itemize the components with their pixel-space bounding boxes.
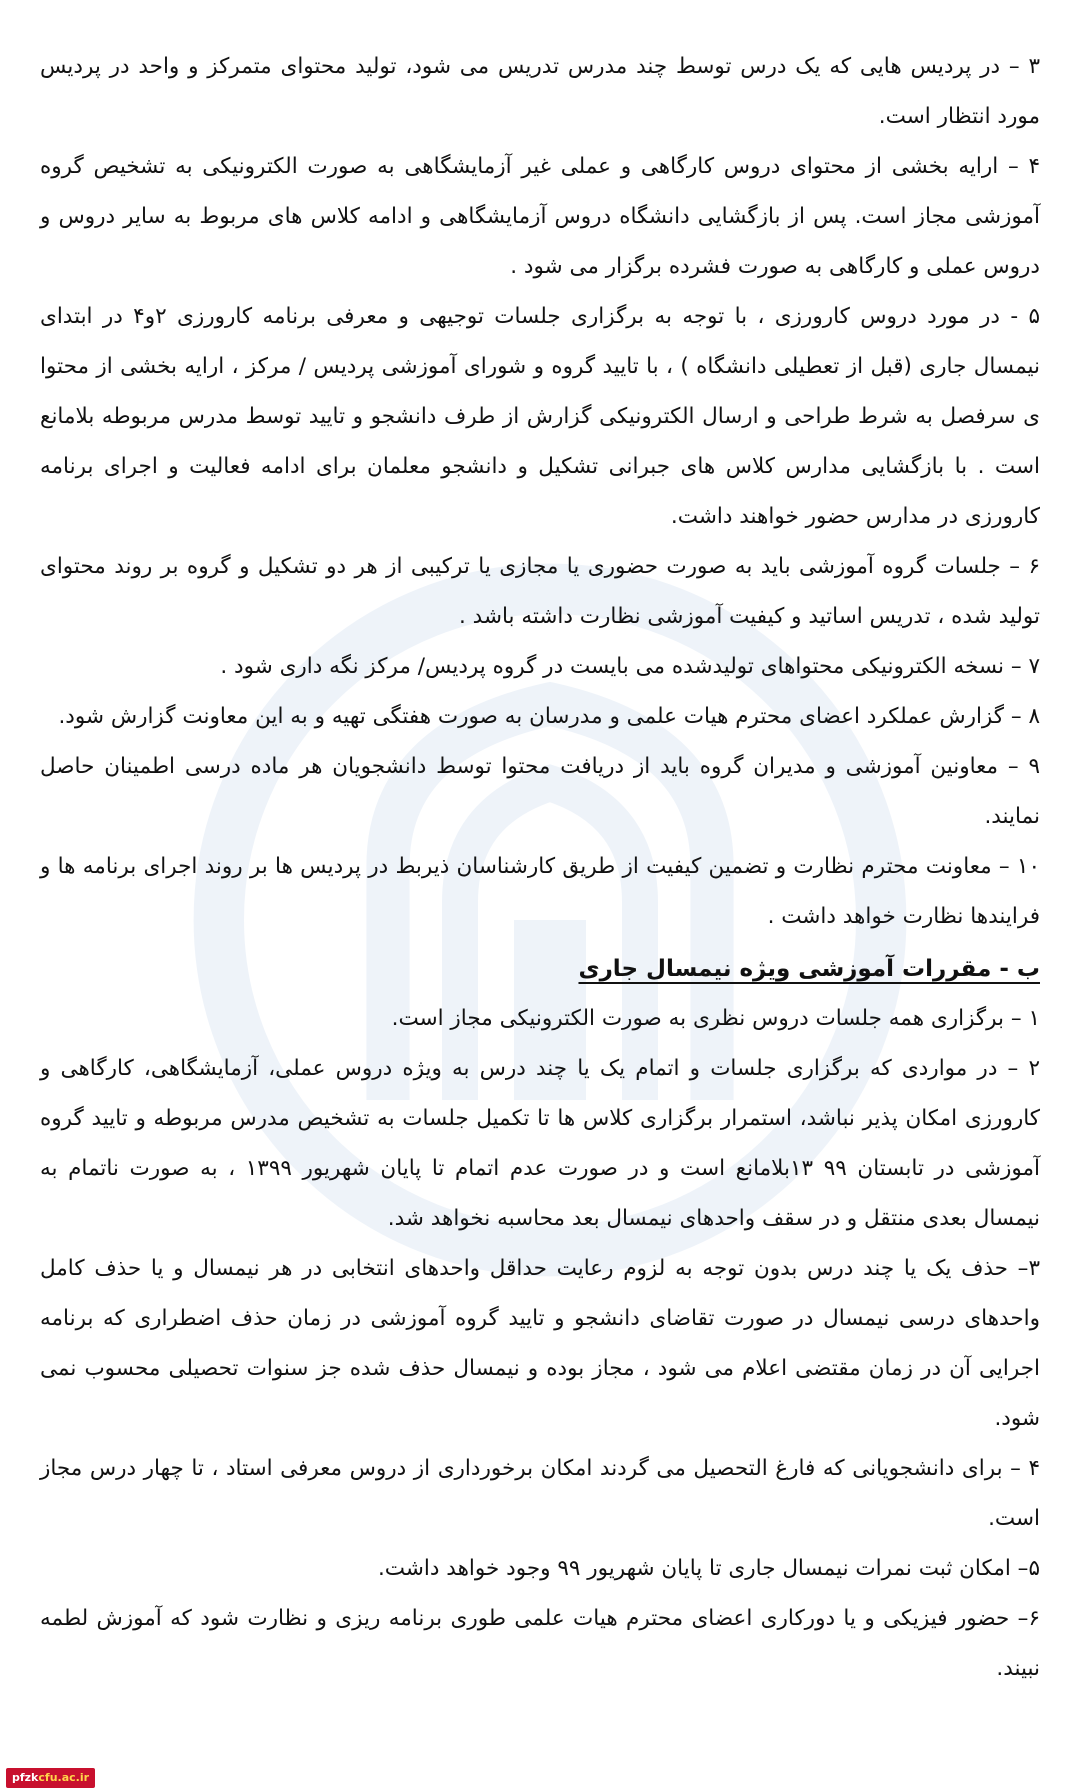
section-a-item-10: ۱۰ – معاونت محترم نظارت و تضمین کیفیت از طریق کارشناسان ذیربط در پردیس ها بر روند اجرای برنامه ها و فرایندها نظارت خواهد داشت . — [40, 854, 1040, 929]
section-a-item-5: ۵ - در مورد دروس کارورزی ، با توجه به برگزاری جلسات توجیهی و معرفی برنامه کارورزی ۲و۴ در ابتدای نیمسال جاری (قبل از تعطیلی دانشگاه ) ، با تایید گروه و شورای آموزشی پردیس / مرکز ، ارایه بخشی از محتوا ی سرفصل به شرط طراحی و ارسال الکترونیکی گزارش از طرف دانشجو و تایید توسط مدرس مربوطه بلامانع است . با بازگشایی مدارس کلاس های جبرانی تشکیل و دانشجو معلمان برای ادامه فعالیت و اجرای برنامه کارورزی در مدارس حضور خواهند داشت. — [40, 304, 1040, 529]
document-body — [40, 42, 1040, 1694]
site-logo-main: pfzk — [12, 1771, 39, 1784]
section-b-item-2: ۲ – در مواردی که برگزاری جلسات و اتمام یک یا چند درس به ویژه دروس عملی، آزمایشگاهی، کارگاهی و کارورزی امکان پذیر نباشد، استمرار برگزاری کلاس ها تا تکمیل جلسات به تشخیص مدرس مربوطه و تایید گروه آموزشی در تابستان ۹۹ ۱۳بلامانع است و در صورت عدم اتمام تا پایان شهریور ۱۳۹۹ ، به صورت ناتمام به نیمسال بعدی منتقل و در سقف واحدهای نیمسال بعد محاسبه نخواهد شد. — [40, 1056, 1040, 1231]
section-b-heading: ب - مقررات آموزشی ویژه نیمسال جاری — [578, 956, 1040, 982]
section-b-item-4: ۴ – برای دانشجویانی که فارغ التحصیل می گردند امکان برخورداری از دروس معرفی استاد ، تا چهار درس مجاز است. — [40, 1456, 1040, 1531]
section-a-item-6: ۶ – جلسات گروه آموزشی باید به صورت حضوری یا مجازی یا ترکیبی از هر دو تشکیل و گروه بر روند محتوای تولید شده ، تدریس اساتید و کیفیت آموزشی نظارت داشته باشد . — [40, 554, 1040, 629]
section-b-item-1: ۱ – برگزاری همه جلسات دروس نظری به صورت الکترونیکی مجاز است. — [391, 1006, 1040, 1031]
section-b-item-6: ۶– حضور فیزیکی و یا دورکاری اعضای محترم هیات علمی طوری برنامه ریزی و نظارت شود که آموزش لطمه نبیند. — [40, 1606, 1040, 1681]
section-a-item-9: ۹ – معاونین آموزشی و مدیران گروه باید از دریافت محتوا توسط دانشجویان هر ماده درسی اطمینان حاصل نمایند. — [40, 754, 1040, 829]
site-logo-accent: cfu.ac.ir — [38, 1771, 90, 1784]
site-logo[interactable] — [6, 1768, 95, 1788]
section-b-item-3: ۳– حذف یک یا چند درس بدون توجه به لزوم رعایت حداقل واحدهای انتخابی در هر نیمسال و یا حذف کامل واحدهای درسی نیمسال در صورت تقاضای دانشجو و تایید گروه آموزشی در زمان حذف اضطراری که برنامه اجرایی آن در زمان مقتضی اعلام می شود ، مجاز بوده و نیمسال حذف شده جز سنوات تحصیلی محسوب نمی شود. — [40, 1256, 1040, 1431]
section-a-item-7: ۷ – نسخه الکترونیکی محتواهای تولیدشده می بایست در گروه پردیس/ مرکز نگه داری شود . — [220, 654, 1040, 679]
section-a-item-3: ۳ – در پردیس هایی که یک درس توسط چند مدرس تدریس می شود، تولید محتوای متمرکز و واحد در پردیس مورد انتظار است. — [40, 54, 1040, 129]
section-b-item-5: ۵– امکان ثبت نمرات نیمسال جاری تا پایان شهریور ۹۹ وجود خواهد داشت. — [377, 1556, 1040, 1581]
section-a-item-8: ۸ – گزارش عملکرد اعضای محترم هیات علمی و مدرسان به صورت هفتگی تهیه و به این معاونت گزارش شود. — [58, 704, 1040, 729]
section-a-item-4: ۴ – ارایه بخشی از محتوای دروس کارگاهی و عملی غیر آزمایشگاهی به صورت الکترونیکی به تشخیص گروه آموزشی مجاز است. پس از بازگشایی دانشگاه دروس آزمایشگاهی و ادامه کلاس های مربوط به سایر دروس و دروس عملی و کارگاهی به صورت فشرده برگزار می شود . — [40, 154, 1040, 279]
